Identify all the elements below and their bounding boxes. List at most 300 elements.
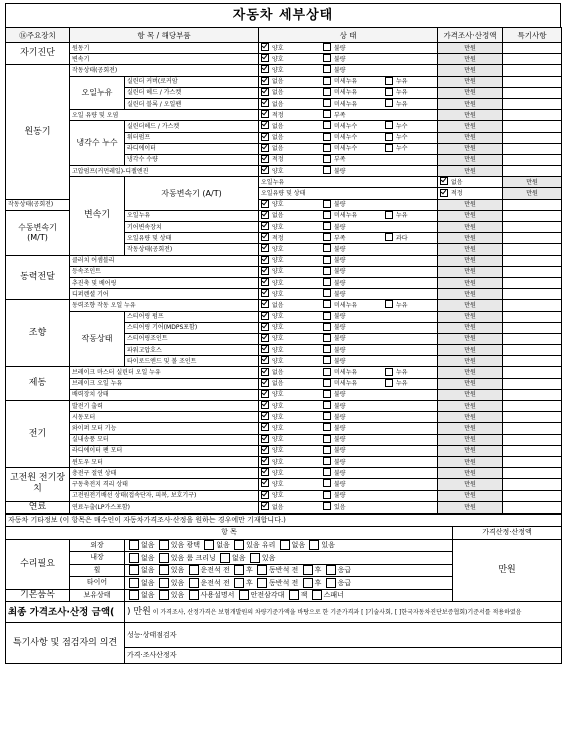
table-row (6, 456, 562, 467)
checkbox[interactable] (323, 222, 331, 230)
checkbox[interactable] (261, 479, 269, 487)
checkbox[interactable] (385, 233, 393, 241)
checkbox[interactable] (323, 491, 331, 499)
item-label: 실린더 커버(로커암 (125, 76, 259, 87)
table-row (6, 54, 562, 65)
special-cell (503, 143, 562, 154)
checkbox[interactable] (261, 300, 269, 308)
price-cell: 만원 (438, 423, 503, 434)
special-cell (503, 199, 562, 210)
item-label: 오일누유 (259, 177, 438, 188)
status-options: 양호 불량 (259, 434, 438, 445)
special-cell (503, 345, 562, 356)
special-notes-label: 특기사항 및 점검자의 의견 (6, 623, 125, 664)
status-options: 양호 불량 (259, 333, 438, 344)
item-label: 작동상태(공회전) (125, 244, 259, 255)
special-cell (503, 54, 562, 65)
special-cell (503, 87, 562, 98)
checkbox[interactable] (323, 390, 331, 398)
group-label: 제동 (6, 367, 70, 401)
table-row (6, 445, 562, 456)
checkbox[interactable] (323, 379, 331, 387)
checkbox[interactable] (261, 211, 269, 219)
special-cell (503, 367, 562, 378)
checkbox[interactable] (323, 88, 331, 96)
price-cell: 만원 (438, 277, 503, 288)
item-label: 고전원전기배선 상태(접속단자, 피복, 보호기구) (70, 490, 259, 501)
item-label: 작동상태(공회전) (70, 65, 259, 76)
special-cell (503, 412, 562, 423)
status-options: 양호 불량 (259, 311, 438, 322)
item-label: 시동모터 (70, 412, 259, 423)
checkbox[interactable] (261, 244, 269, 252)
item-label: 원동기 (70, 43, 259, 54)
checkbox[interactable] (261, 88, 269, 96)
checkbox[interactable] (261, 446, 269, 454)
checkbox[interactable] (323, 144, 331, 152)
checkbox[interactable] (323, 502, 331, 510)
checkbox[interactable] (323, 65, 331, 73)
checkbox[interactable] (385, 133, 393, 141)
status-options: 적정 부족 (259, 154, 438, 165)
special-cell (503, 277, 562, 288)
item-label: 기어변속장치 (125, 222, 259, 233)
price-cell: 만원 (438, 233, 503, 244)
status-options: 없음 미세누수 누수 (259, 143, 438, 154)
subgroup-label: 오일누유 (70, 76, 125, 110)
inspector-sign: 성능·상태점검자 (125, 623, 562, 648)
status-options: 양호 불량 (259, 199, 438, 210)
special-cell (503, 289, 562, 300)
item-label: 실내송풍 모터 (70, 434, 259, 445)
checkbox[interactable] (385, 368, 393, 376)
checkbox[interactable] (261, 323, 269, 331)
special-cell (503, 333, 562, 344)
item-label: 라디에이터 팬 모터 (70, 445, 259, 456)
group-label: 원동기 (6, 65, 70, 199)
price-cell: 만원 (438, 289, 503, 300)
special-cell (503, 401, 562, 412)
group-label: 전기 (6, 401, 70, 468)
checkbox[interactable] (261, 412, 269, 420)
checkbox[interactable] (261, 110, 269, 118)
special-cell (503, 244, 562, 255)
special-cell (503, 110, 562, 121)
item-label: 브레이크 오일 누유 (70, 378, 259, 389)
table-row (6, 423, 562, 434)
price-cell: 만원 (438, 345, 503, 356)
group-label: 고전원 전기장치 (6, 468, 70, 502)
checkbox[interactable] (261, 233, 269, 241)
header-status: 상 태 (259, 28, 438, 43)
checkbox[interactable] (323, 289, 331, 297)
price-cell: 만원 (438, 445, 503, 456)
price-cell: 만원 (438, 154, 503, 165)
checkbox[interactable] (323, 457, 331, 465)
price-cell: 만원 (438, 490, 503, 501)
other-info-title: 자동차 기타정보 (이 항목은 매수인이 자동차가격조사·산정을 원하는 경우에만 기재합니다.) (6, 514, 562, 527)
table-row (6, 289, 562, 300)
checkbox[interactable] (385, 88, 393, 96)
interior-label: 내장 (70, 552, 125, 565)
status-options: 양호 불량 (259, 389, 438, 400)
other-item-header: 항 목 (6, 527, 453, 540)
checkbox[interactable] (261, 379, 269, 387)
status-options: 양호 불량 (259, 222, 438, 233)
table-row (6, 479, 562, 490)
basic-label: 기본품목 (6, 589, 70, 602)
status-options: 양호 불량 (259, 277, 438, 288)
special-cell (503, 468, 562, 479)
price-cell: 만원 (503, 188, 562, 199)
table-row (6, 76, 562, 87)
checkbox[interactable] (261, 121, 269, 129)
item-label: 디퍼렌셜 기어 (70, 289, 259, 300)
checkbox[interactable] (385, 300, 393, 308)
checkbox[interactable] (261, 43, 269, 51)
status-options: 없음 미세누유 누유 (259, 98, 438, 109)
checkbox[interactable] (323, 468, 331, 476)
checkbox[interactable] (261, 65, 269, 73)
status-options: 양호 불량 (259, 345, 438, 356)
checkbox[interactable] (323, 244, 331, 252)
checkbox[interactable] (261, 312, 269, 320)
checkbox[interactable] (261, 468, 269, 476)
checkbox[interactable] (323, 43, 331, 51)
checkbox[interactable] (261, 278, 269, 286)
checkbox[interactable] (261, 289, 269, 297)
table-row (6, 266, 562, 277)
checkbox[interactable] (323, 446, 331, 454)
price-cell: 만원 (438, 389, 503, 400)
checkbox[interactable] (323, 54, 331, 62)
checkbox[interactable] (323, 267, 331, 275)
item-label: 브레이크 마스터 실린더 오일 누유 (70, 367, 259, 378)
status-options: 양호 불량 (259, 166, 438, 177)
exterior-options: 없음 있음 광택 없음 있음 유리 없음 있음 (125, 539, 453, 552)
group-label: 동력전달 (6, 255, 70, 300)
status-options: 없음 미세누수 누수 (259, 121, 438, 132)
price-cell: 만원 (438, 311, 503, 322)
tire-label: 타이어 (70, 577, 125, 590)
document-page (5, 3, 561, 751)
checkbox[interactable] (261, 345, 269, 353)
price-cell: 만원 (438, 401, 503, 412)
checkbox[interactable] (323, 133, 331, 141)
checkbox[interactable] (323, 479, 331, 487)
price-cell: 만원 (438, 479, 503, 490)
price-cell: 만원 (438, 199, 503, 210)
status-options: 양호 불량 (259, 468, 438, 479)
item-label: 구동축전지 격리 상태 (70, 479, 259, 490)
item-label: 등속조인트 (70, 266, 259, 277)
interior-options: 없음 있음 룸 크리닝 없음 있음 (125, 552, 453, 565)
checkbox[interactable] (323, 423, 331, 431)
checkbox[interactable] (261, 356, 269, 364)
checkbox[interactable] (261, 133, 269, 141)
status-options: 양호 불량 (259, 456, 438, 467)
item-label: 냉각수 수량 (125, 154, 259, 165)
table-row (6, 166, 562, 177)
group-label: 연료 (6, 501, 70, 513)
checkbox[interactable] (261, 435, 269, 443)
table-row (6, 43, 562, 54)
checkbox[interactable] (261, 155, 269, 163)
status-options: 양호 불량 (259, 479, 438, 490)
group-label: 변속기 (70, 177, 125, 255)
special-cell (503, 222, 562, 233)
item-label: 타이로드엔드 및 볼 조인트 (125, 356, 259, 367)
special-cell (503, 322, 562, 333)
table-row (6, 412, 562, 423)
checkbox[interactable] (261, 54, 269, 62)
price-cell: 만원 (438, 378, 503, 389)
status-options: 양호 불량 (259, 412, 438, 423)
subgroup-label: 냉각수 누수 (70, 121, 125, 166)
subgroup-label: 자동변속기 (A/T) (125, 177, 259, 211)
header-special: 특기사항 (503, 28, 562, 43)
status-options: 양호 불량 (259, 255, 438, 266)
status-options: 양호 불량 (259, 289, 438, 300)
item-label: 스티어링 펌프 (125, 311, 259, 322)
status-options: 없음 (438, 177, 503, 188)
status-options: 없음 있음 (259, 501, 438, 513)
item-label: 윈도우 모터 (70, 456, 259, 467)
price-cell: 만원 (438, 98, 503, 109)
table-row (6, 110, 562, 121)
status-options: 없음 미세누유 누유 (259, 87, 438, 98)
special-cell (503, 43, 562, 54)
special-cell (503, 300, 562, 311)
item-label: 라디에이터 (125, 143, 259, 154)
price-cell: 만원 (438, 132, 503, 143)
status-options: 없음 미세누유 누유 (259, 378, 438, 389)
checkbox[interactable] (261, 390, 269, 398)
wheel-label: 휠 (70, 564, 125, 577)
checkbox[interactable] (323, 110, 331, 118)
price-cell: 만원 (438, 412, 503, 423)
item-label: 오일 유량 및 오염 (70, 110, 259, 121)
item-label: 실린더헤드 / 가스켓 (125, 121, 259, 132)
special-cell (503, 445, 562, 456)
status-options: 없음 미세누유 누유 (259, 210, 438, 221)
checkbox[interactable] (323, 200, 331, 208)
header-price: 가격조사·산정액 (438, 28, 503, 43)
price-cell: 만원 (438, 65, 503, 76)
item-label: 작동상태(공회전) (6, 199, 70, 210)
checkbox[interactable] (261, 457, 269, 465)
checkbox[interactable] (323, 435, 331, 443)
special-cell (503, 311, 562, 322)
checkbox[interactable] (323, 312, 331, 320)
special-cell (503, 356, 562, 367)
checkbox[interactable] (261, 256, 269, 264)
price-cell: 만원 (438, 456, 503, 467)
status-options: 양호 불량 (259, 322, 438, 333)
checkbox[interactable] (261, 368, 269, 376)
item-label: 오일유량 및 상태 (259, 188, 438, 199)
exterior-label: 외장 (70, 539, 125, 552)
checkbox[interactable] (261, 334, 269, 342)
special-cell (503, 98, 562, 109)
status-options: 양호 불량 (259, 65, 438, 76)
item-label: 워터펌프 (125, 132, 259, 143)
table-row (6, 121, 562, 132)
special-cell (503, 121, 562, 132)
checkbox[interactable] (385, 77, 393, 85)
checkbox[interactable] (323, 99, 331, 107)
table-row (6, 401, 562, 412)
item-label: 스티어링 기어(MDPS포함) (125, 322, 259, 333)
checkbox[interactable] (440, 189, 448, 197)
checkbox[interactable] (261, 222, 269, 230)
checkbox[interactable] (261, 267, 269, 275)
other-price-value: 만원 (453, 539, 562, 602)
table-row (6, 434, 562, 445)
price-cell: 만원 (438, 367, 503, 378)
table-row (6, 255, 562, 266)
checkbox[interactable] (323, 166, 331, 174)
checkbox[interactable] (385, 99, 393, 107)
price-cell: 만원 (438, 222, 503, 233)
subgroup-label: 수동변속기 (M/T) (6, 210, 70, 255)
header-device: ⑯주요장치 (6, 28, 70, 43)
item-label: 파워고압호스 (125, 345, 259, 356)
status-options: 양호 불량 (259, 490, 438, 501)
checkbox[interactable] (261, 200, 269, 208)
checkbox[interactable] (323, 401, 331, 409)
special-cell (503, 166, 562, 177)
special-cell (503, 389, 562, 400)
checkbox[interactable] (323, 300, 331, 308)
checkbox[interactable] (261, 77, 269, 85)
item-label: 스티어링조인트 (125, 333, 259, 344)
status-options: 양호 불량 (259, 445, 438, 456)
status-options: 양호 불량 (259, 401, 438, 412)
status-options: 양호 불량 (259, 244, 438, 255)
subgroup-label: 작동상태 (70, 311, 125, 367)
status-options: 양호 불량 (259, 43, 438, 54)
checkbox[interactable] (323, 77, 331, 85)
table-row (6, 277, 562, 288)
owned-label: 보유상태 (70, 589, 125, 602)
special-cell (503, 378, 562, 389)
item-label: 변속기 (70, 54, 259, 65)
item-label: 와이퍼 모터 기능 (70, 423, 259, 434)
status-options: 양호 불량 (259, 54, 438, 65)
checkbox[interactable] (440, 177, 448, 185)
status-options: 양호 불량 (259, 266, 438, 277)
special-cell (503, 501, 562, 513)
checkbox[interactable] (385, 379, 393, 387)
price-cell: 만원 (438, 166, 503, 177)
price-cell: 만원 (438, 356, 503, 367)
checkbox[interactable] (261, 99, 269, 107)
special-cell (503, 65, 562, 76)
special-cell (503, 266, 562, 277)
status-options: 적정 부족 (259, 110, 438, 121)
status-options: 적정 (438, 188, 503, 199)
status-options: 적정 부족 과다 (259, 233, 438, 244)
table-row (6, 501, 562, 513)
checkbox[interactable] (323, 278, 331, 286)
checkbox[interactable] (323, 345, 331, 353)
table-row (6, 490, 562, 501)
checkbox[interactable] (323, 233, 331, 241)
table-row (6, 300, 562, 311)
checkbox[interactable] (261, 491, 269, 499)
price-cell: 만원 (438, 54, 503, 65)
checkbox[interactable] (323, 323, 331, 331)
checkbox[interactable] (323, 211, 331, 219)
checkbox[interactable] (261, 502, 269, 510)
price-cell: 만원 (438, 434, 503, 445)
special-cell (503, 255, 562, 266)
price-cell: 만원 (438, 468, 503, 479)
special-cell (503, 479, 562, 490)
item-label: 동력조향 작동 오일 누유 (70, 300, 259, 311)
checkbox[interactable] (323, 412, 331, 420)
status-options: 없음 미세누유 누유 (259, 300, 438, 311)
special-cell (503, 154, 562, 165)
checkbox[interactable] (385, 211, 393, 219)
checkbox[interactable] (385, 121, 393, 129)
status-options: 없음 미세누유 누유 (259, 76, 438, 87)
price-cell: 만원 (438, 255, 503, 266)
other-price-header: 가격산정·산정액 (453, 527, 562, 540)
checkbox[interactable] (323, 356, 331, 364)
price-cell: 만원 (438, 244, 503, 255)
status-options: 없음 미세누수 누수 (259, 132, 438, 143)
item-label: 배력장치 상태 (70, 389, 259, 400)
checkbox[interactable] (261, 166, 269, 174)
final-price-row: ) 만원 이 가격조사, 산정가격은 보험개발원의 차량기준가액을 바탕으로 한 기준가격과 [ ]기술사회, [ ]한국자동차진단보증협회)기준서를 적용하였음 (125, 602, 562, 623)
price-cell: 만원 (438, 143, 503, 154)
checkbox[interactable] (261, 423, 269, 431)
inspection-table (5, 27, 562, 514)
price-cell: 만원 (503, 177, 562, 188)
table-row (6, 389, 562, 400)
special-cell (503, 76, 562, 87)
checkbox[interactable] (261, 144, 269, 152)
table-row (6, 468, 562, 479)
checkbox[interactable] (323, 121, 331, 129)
checkbox[interactable] (323, 368, 331, 376)
status-options: 양호 불량 (259, 423, 438, 434)
checkbox[interactable] (323, 155, 331, 163)
special-cell (503, 434, 562, 445)
item-label: 연료누출(LP가스포함) (70, 501, 259, 513)
price-cell: 만원 (438, 121, 503, 132)
basic-options: 없음 있음 사용설명서 안전삼각대 잭 스패너 (125, 589, 453, 602)
item-label: 실린더 블록 / 오일팬 (125, 98, 259, 109)
checkbox[interactable] (261, 401, 269, 409)
checkbox[interactable] (385, 144, 393, 152)
table-row (6, 367, 562, 378)
price-cell: 만원 (438, 87, 503, 98)
special-cell (503, 210, 562, 221)
item-label: 실린더 헤드 / 가스켓 (125, 87, 259, 98)
item-label: 고압펌프(커먼레일)-디젤엔진 (70, 166, 259, 177)
checkbox[interactable] (323, 256, 331, 264)
checkbox[interactable] (323, 334, 331, 342)
page-title: 자동차 세부상태 (5, 3, 561, 27)
price-cell: 만원 (438, 501, 503, 513)
special-cell (503, 490, 562, 501)
table-row (6, 65, 562, 76)
special-cell (503, 233, 562, 244)
group-label: 자기진단 (6, 43, 70, 65)
